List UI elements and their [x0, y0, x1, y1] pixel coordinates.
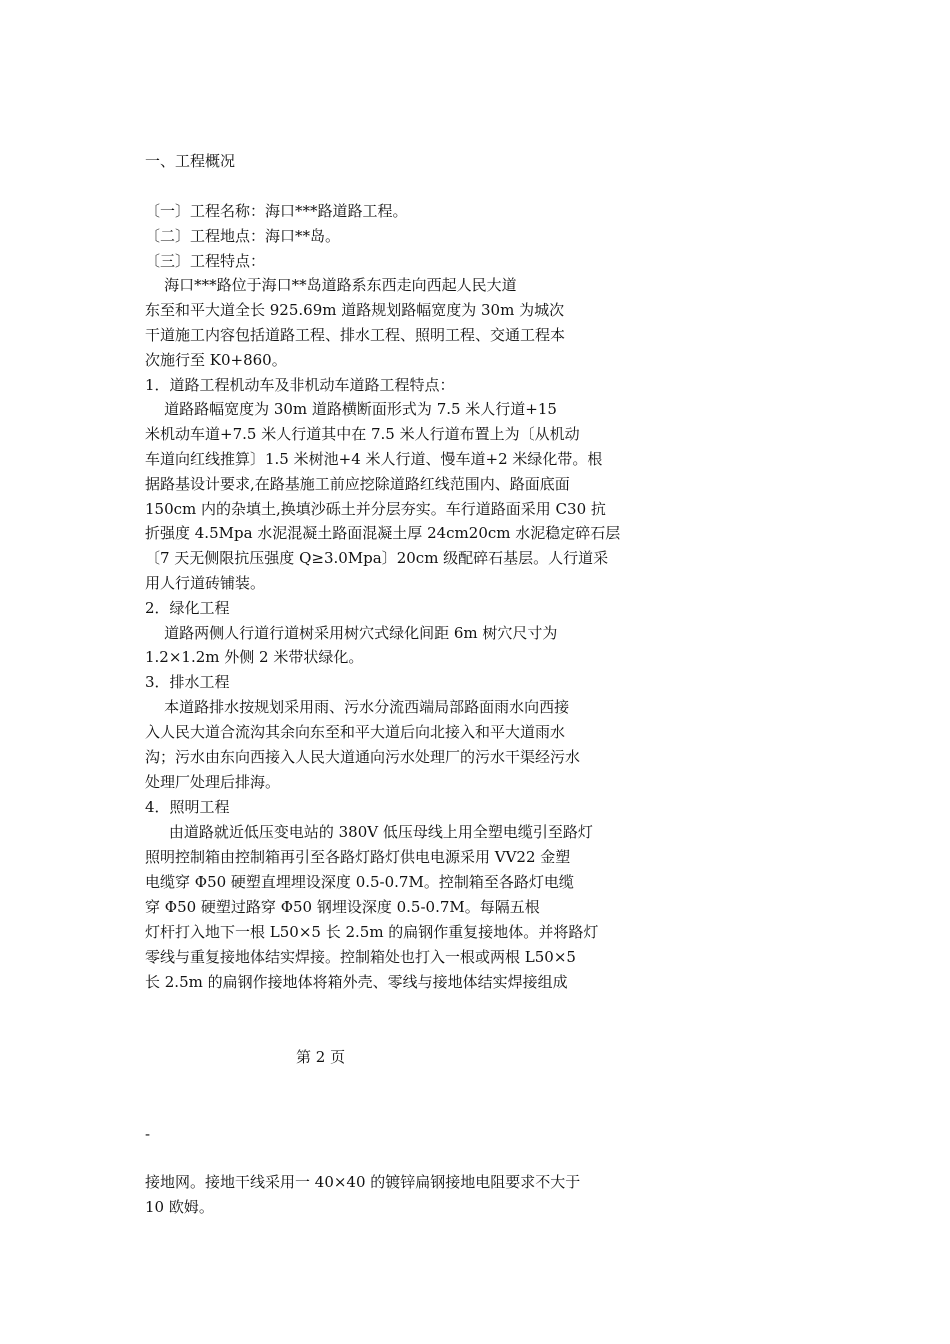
page-number: 第 2 页 [296, 1048, 346, 1066]
text-line: 4．照明工程 [145, 798, 230, 816]
text-line: 入人民大道合流沟其余向东至和平大道后向北接入和平大道雨水 [145, 723, 566, 741]
text-line: 东至和平大道全长 925.69m 道路规划路幅宽度为 30m 为城次 [145, 301, 565, 319]
text-line: 〔三〕工程特点： [145, 252, 266, 270]
text-line: 米机动车道+7.5 米人行道其中在 7.5 米人行道布置上为〔从机动 [145, 425, 580, 443]
text-line: 接地网。接地干线采用一 40×40 的镀锌扁钢接地电阻要求不大于 [145, 1173, 581, 1191]
text-line: 道路两侧人行道行道树采用树穴式绿化间距 6m 树穴尺寸为 [145, 624, 558, 642]
text-line: 海口***路位于海口**岛道路系东西走向西起人民大道 [145, 276, 517, 294]
text-line: 1．道路工程机动车及非机动车道路工程特点： [145, 376, 455, 394]
text-line: 车道向红线推算〕1.5 米树池+4 米人行道、慢车道+2 米绿化带。根 [145, 450, 603, 468]
text-line: 〔7 天无侧限抗压强度 Q≥3.0Mpa〕20cm 级配碎石基层。人行道采 [145, 549, 609, 567]
text-line: 灯杆打入地下一根 L50×5 长 2.5m 的扁钢作重复接地体。并将路灯 [145, 923, 599, 941]
text-line: 用人行道砖铺装。 [145, 574, 266, 592]
text-line: 干道施工内容包括道路工程、排水工程、照明工程、交通工程本 [145, 326, 566, 344]
text-line: 次施行至 K0+860。 [145, 351, 287, 369]
text-line: 10 欧姆。 [145, 1198, 214, 1216]
text-line: 道路路幅宽度为 30m 道路横断面形式为 7.5 米人行道+15 [145, 400, 557, 418]
text-line: 照明控制箱由控制箱再引至各路灯路灯供电电源采用 VV22 金塑 [145, 848, 571, 866]
text-line: 1.2×1.2m 外侧 2 米带状绿化。 [145, 648, 364, 666]
text-line: 本道路排水按规划采用雨、污水分流西端局部路面雨水向西接 [145, 698, 570, 716]
text-line: 2．绿化工程 [145, 599, 230, 617]
text-line: 3．排水工程 [145, 673, 230, 691]
text-line: 〔二〕工程地点：海口**岛。 [145, 227, 341, 245]
page-separator: - [145, 1125, 151, 1143]
text-line: 处理厂处理后排海。 [145, 773, 281, 791]
text-line: 150cm 内的杂填土,换填沙砾土并分层夯实。车行道路面采用 C30 抗 [145, 500, 606, 518]
section-heading: 一、工程概况 [145, 152, 236, 170]
text-line: 〔一〕工程名称：海口***路道路工程。 [145, 202, 408, 220]
text-line: 据路基设计要求,在路基施工前应挖除道路红线范围内、路面底面 [145, 475, 570, 493]
text-line: 长 2.5m 的扁钢作接地体将箱外壳、零线与接地体结实焊接组成 [145, 973, 568, 991]
text-line: 穿 Φ50 硬塑过路穿 Φ50 钢埋设深度 0.5-0.7M。每隔五根 [145, 898, 540, 916]
text-line: 零线与重复接地体结实焊接。控制箱处也打入一根或两根 L50×5 [145, 948, 576, 966]
text-line: 沟；污水由东向西接入人民大道通向污水处理厂的污水干渠经污水 [145, 748, 581, 766]
text-line: 由道路就近低压变电站的 380V 低压母线上用全塑电缆引至路灯 [145, 823, 593, 841]
text-line: 折强度 4.5Mpa 水泥混凝土路面混凝土厚 24cm20cm 水泥稳定碎石层 [145, 524, 621, 542]
text-line: 电缆穿 Φ50 硬塑直埋埋设深度 0.5-0.7M。控制箱至各路灯电缆 [145, 873, 574, 891]
